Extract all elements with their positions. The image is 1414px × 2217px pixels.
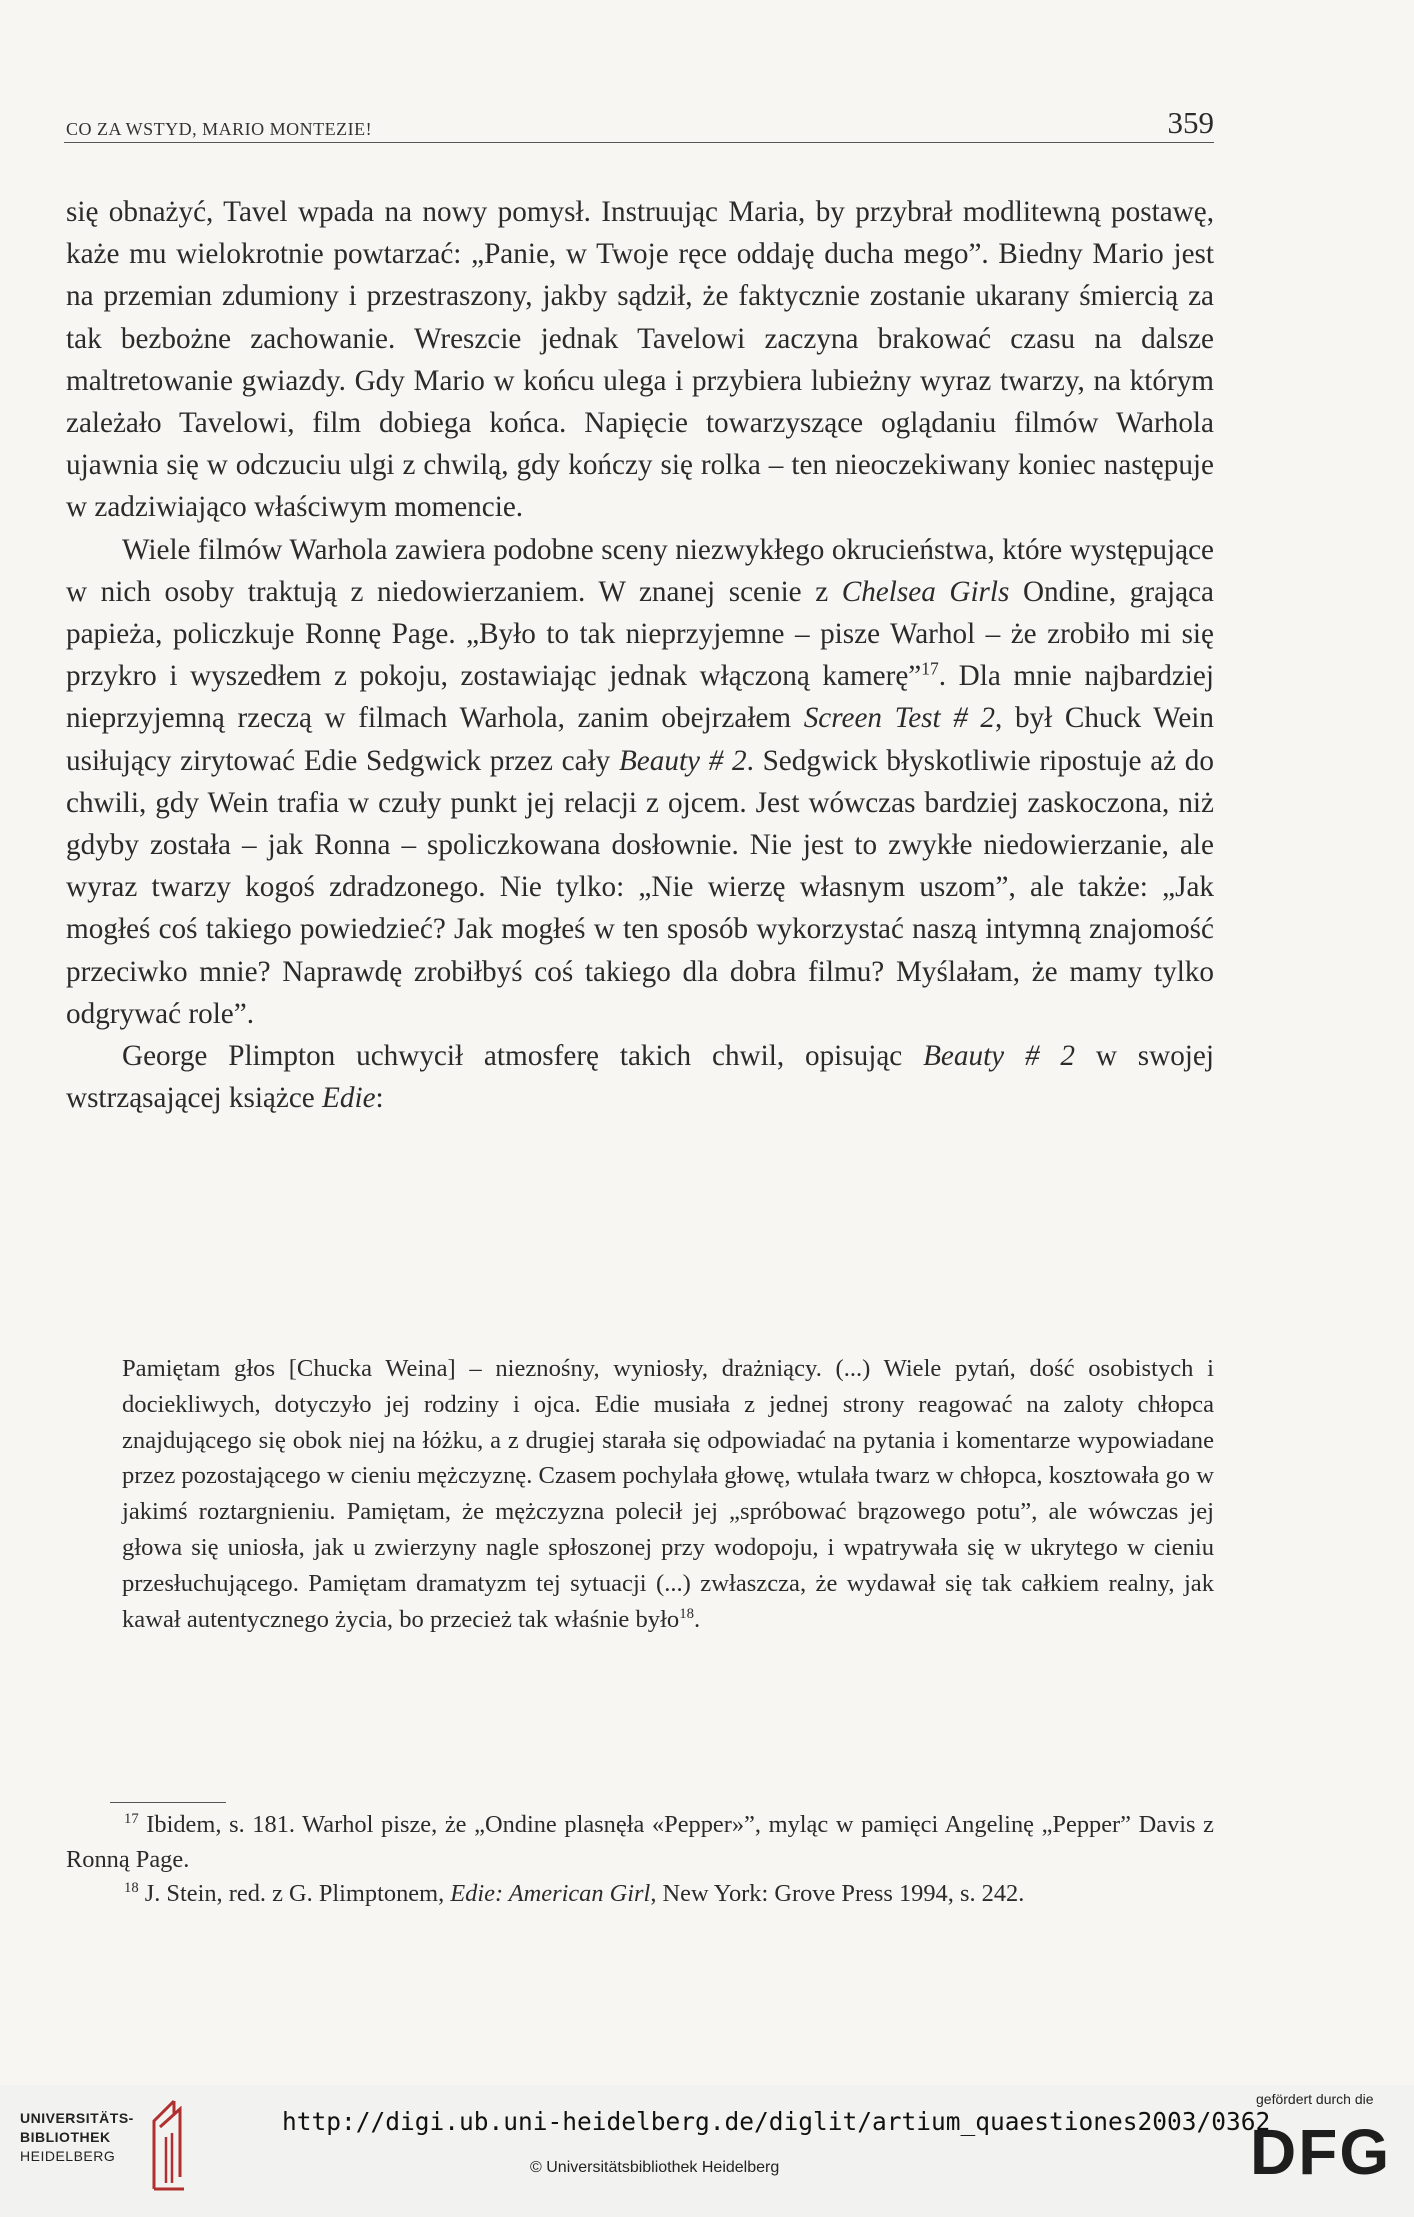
text-run: Pamiętam głos [Chucka Weina] – nieznośny, wyniosły, drażniący. (...) Wiele pytań, dość osobistych i dociekliwych, dotyczyło jej rodziny i ojca. Edie musiała z jednej strony reagować na zaloty chłopca znajdującego się obok niej na łóżku, a z drugiej starała się odpowiadać na pytania i komentarze wypowiadane przez pozostającego w cieniu mężczyznę. Czasem pochylała głowę, wtulała twarz w chłopca, kosztowała go w jakimś roztargnieniu. Pamiętam, że mężczyzna polecił jej „spróbować brązowego potu”, ale wówczas jej głowa się uniosła, jak u zwierzyny nagle spłoszonej przy wodopoju, i wpatrywała się w ukrytego w cieniu przesłuchującego. Pamiętam dramatyzm tej sytuacji (...) zwłaszcza, że wydawał się tak całkiem realny, jak kawał autentycznego życia, bo przecież tak właśnie było xyxy=(122,1355,1214,1633)
paragraph-2 xyxy=(66,529,1214,1035)
library-logo xyxy=(20,2109,134,2166)
text-run: , był Chuck Wein usiłujący zirytować Edie Sedgwick przez cały xyxy=(66,702,1215,777)
library-name-line3: HEIDELBERG xyxy=(20,2148,116,2164)
page-number: 359 xyxy=(1167,105,1214,140)
page-header xyxy=(64,104,1214,143)
main-text xyxy=(66,191,1214,1119)
text-run: . xyxy=(693,1605,701,1633)
text-run: : xyxy=(375,1082,384,1115)
italic-title: Edie xyxy=(322,1082,376,1115)
footnote-ref: 17 xyxy=(124,1810,139,1827)
text-run: Wiele filmów Warhola zawiera podobne sceny niezwykłego okrucieństwa, które występujące w nich osoby traktują z niedowierzaniem. W znanej scenie z xyxy=(66,533,1214,608)
footnote-ref: 17 xyxy=(921,658,939,679)
text-run: w swojej wstrząsającej książce xyxy=(66,1040,1214,1115)
footnote-18 xyxy=(66,1877,1214,1912)
text-run: George Plimpton uchwycił atmosferę takich chwil, opisując xyxy=(122,1040,924,1073)
footnote-17 xyxy=(66,1808,1214,1877)
footnote-ref: 18 xyxy=(124,1880,139,1897)
text-run: Ondine, grająca papieża, policzkuje Ronnę Page. „Było to tak nieprzyjemne – pisze Warhol – że zrobiło mi się przykro i wyszedłem z pokoju, zostawiając jednak włączoną kamerę” xyxy=(66,575,1214,693)
paragraph-1 xyxy=(66,191,1214,529)
footnote-ref: 18 xyxy=(679,1605,694,1622)
block-quote xyxy=(122,1351,1214,1637)
italic-title: Chelsea Girls xyxy=(841,575,1010,608)
digitization-footer xyxy=(0,2085,1414,2217)
italic-title: Screen Test # 2 xyxy=(803,702,996,735)
copyright-notice: © Universitätsbibliothek Heidelberg xyxy=(530,2159,780,2176)
library-name-line2: BIBLIOTHEK xyxy=(20,2129,111,2145)
text-run: się obnażyć, Tavel wpada na nowy pomysł. Instruując Maria, by przybrał modlitewną postawę, każe mu wielokrotnie powtarzać: „Panie, w Twoje ręce oddaję ducha mego”. Biedny Mario jest na przemian zdumiony i przestraszony, jakby sądził, że faktycznie zostanie ukarany śmiercią za tak bezbożne zachowanie. Wreszcie jednak Tavelowi zaczyna brakować czasu na dalsze maltretowanie gwiazdy. Gdy Mario w końcu ulega i przybiera lubieżny wyraz twarzy, na którym zależało Tavelowi, film dobiega końca. Napięcie towarzyszące oglądaniu filmów Warhola ujawnia się w odczuciu ulgi z chwilą, gdy kończy się rolka – ten nieoczekiwany koniec następuje w zadziwiająco właściwym momencie. xyxy=(66,196,1214,524)
text-run: . Dla mnie najbardziej nieprzyjemną rzeczą w filmach Warhola, zanim obejrzałem xyxy=(66,660,1214,735)
footnotes xyxy=(66,1808,1214,1912)
source-url-link[interactable]: http://digi.ub.uni-heidelberg.de/diglit/artium_quaestiones2003/0362 xyxy=(282,2107,1271,2136)
italic-title: Edie: American Girl xyxy=(450,1880,651,1908)
text-run: . Sedgwick błyskotliwie ripostuje aż do chwili, gdy Wein trafia w czuły punkt jej relacji z ojcem. Jest wówczas bardziej zaskoczona, niż gdyby została – jak Ronna – spoliczkowana dosłownie. Nie jest to zwykłe niedowierzanie, ale wyraz twarzy kogoś zdradzonego. Nie tylko: „Nie wierzę własnym uszom”, ale także: „Jak mogłeś coś takiego powiedzieć? Jak mogłeś w ten sposób wykorzystać naszą intymną znajomość przeciwko mnie? Naprawdę zrobiłbyś coś takiego dla dobra filmu? Myślałam, że mamy tylko odgrywać role”. xyxy=(66,744,1214,1030)
funding-caption: gefördert durch die xyxy=(1256,2091,1374,2107)
paragraph-3 xyxy=(66,1035,1214,1119)
running-title: CO ZA WSTYD, MARIO MONTEZIE! xyxy=(66,119,373,139)
text-run: Ibidem, s. 181. Warhol pisze, że „Ondine plasnęła «Pepper»”, myląc w pamięci Angelinę „Pepper” Davis z Ronną Page. xyxy=(66,1811,1214,1873)
text-run: J. Stein, red. z G. Plimptonem, xyxy=(138,1880,451,1908)
italic-title: Beauty # 2 xyxy=(618,744,747,777)
library-name-line1: UNIVERSITÄTS- xyxy=(20,2110,134,2126)
italic-title: Beauty # 2 xyxy=(923,1040,1076,1073)
text-run: , New York: Grove Press 1994, s. 242. xyxy=(650,1880,1025,1908)
dfg-logo: DFG xyxy=(1250,2116,1392,2188)
block-quote-text xyxy=(122,1351,1214,1637)
footnote-separator xyxy=(110,1802,226,1803)
library-emblem-icon xyxy=(146,2097,188,2193)
